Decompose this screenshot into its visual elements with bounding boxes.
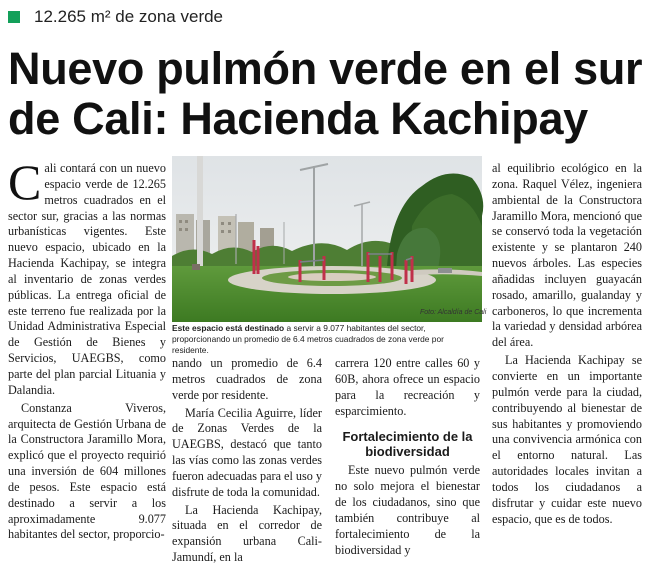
drop-cap: C bbox=[8, 154, 42, 210]
photo-credit: Foto: Alcaldía de Cali bbox=[420, 309, 487, 316]
paragraph: ali contará con un nuevo espacio verde de 12.265 metros cuadrados en el sector sur, gracias a las normas urbanísticas vigentes. Este nuevo espacio, ubicado en la Hacienda Kachipay, se integra al inventario de zonas verdes públicas. La entrega oficial de este terreno fue realizada por la Unidad Administrativa Especial de Gestión de Bienes y Servicios, UAEGBS, como parte del plan parcial Lituania y Dalandia. bbox=[8, 161, 166, 397]
section-kicker bbox=[8, 6, 223, 28]
caption-text: a servir a 9.077 habitantes del sector, proporcionando un promedio de 6.4 metros cuadrados de zona verde por residente. bbox=[172, 323, 444, 355]
kicker-text: 12.265 m² de zona verde bbox=[34, 7, 224, 26]
article-column-1 bbox=[8, 154, 166, 551]
headline-line-2: de Cali: Hacienda Kachipay bbox=[8, 93, 588, 144]
park-photo bbox=[172, 156, 482, 322]
section-subheading: Fortalecimiento de la biodiversidad bbox=[342, 429, 473, 460]
paragraph: al equilibrio ecológico en la zona. Raquel Vélez, ingeniera ambiental de la Constructora Jaramillo Mora, mencionó que se conservó toda la vegetación existente y se plantaron 240 nuevos árboles. Las especies añadidas incluyen guayacán rosado, amarillo, gualanday y carboneros, lo que incrementa la variedad y densidad arbórea del área. bbox=[492, 161, 642, 350]
headline-line-1: Nuevo pulmón verde en el sur bbox=[8, 43, 643, 94]
article-column-3 bbox=[335, 356, 480, 557]
park-photo-image bbox=[172, 156, 482, 322]
photo-caption bbox=[172, 323, 482, 356]
paragraph: La Hacienda Kachipay, situada en el corredor de expansión urbana Cali-Jamundí, en la bbox=[172, 502, 322, 565]
caption-lead: Este espacio está destinado bbox=[172, 323, 285, 333]
paragraph: La Hacienda Kachipay se convierte en un importante pulmón verde para la ciudad, contribuyendo al bienestar de sus habitantes y promoviendo una convivencia armónica con el entorno natural. Las autoridades locales invitan a todos los ciudadanos a disfrutar y cuidar este nuevo espacio, que es de todos. bbox=[492, 353, 642, 526]
green-square-icon bbox=[8, 11, 20, 23]
paragraph: Constanza Viveros, arquitecta de Gestión Urbana de la Constructora Jaramillo Mora, explicó que el proyecto requirió una inversión de 604 millones de pesos. Este espacio está destinado a servir a los aproximadamente 9.077 habitantes del sector, proporcio- bbox=[8, 400, 166, 542]
paragraph: María Cecilia Aguirre, líder de Zonas Verdes de la UAEGBS, destacó que tanto las vías como las zonas verdes fueron adecuadas para el uso y disfrute de toda la comunidad. bbox=[172, 405, 322, 499]
article-headline bbox=[8, 44, 644, 144]
paragraph: Este nuevo pulmón verde no solo mejora el bienestar de los ciudadanos, sino que también contribuye al fortalecimiento de la biodiversidad y bbox=[335, 463, 480, 557]
paragraph: carrera 120 entre calles 60 y 60B, ahora ofrece un espacio para la recreación y esparcimiento. bbox=[335, 356, 480, 418]
article-column-2 bbox=[172, 356, 322, 565]
article-column-4 bbox=[492, 161, 642, 551]
paragraph: nando un promedio de 6.4 metros cuadrados de zona verde por residente. bbox=[172, 356, 322, 402]
